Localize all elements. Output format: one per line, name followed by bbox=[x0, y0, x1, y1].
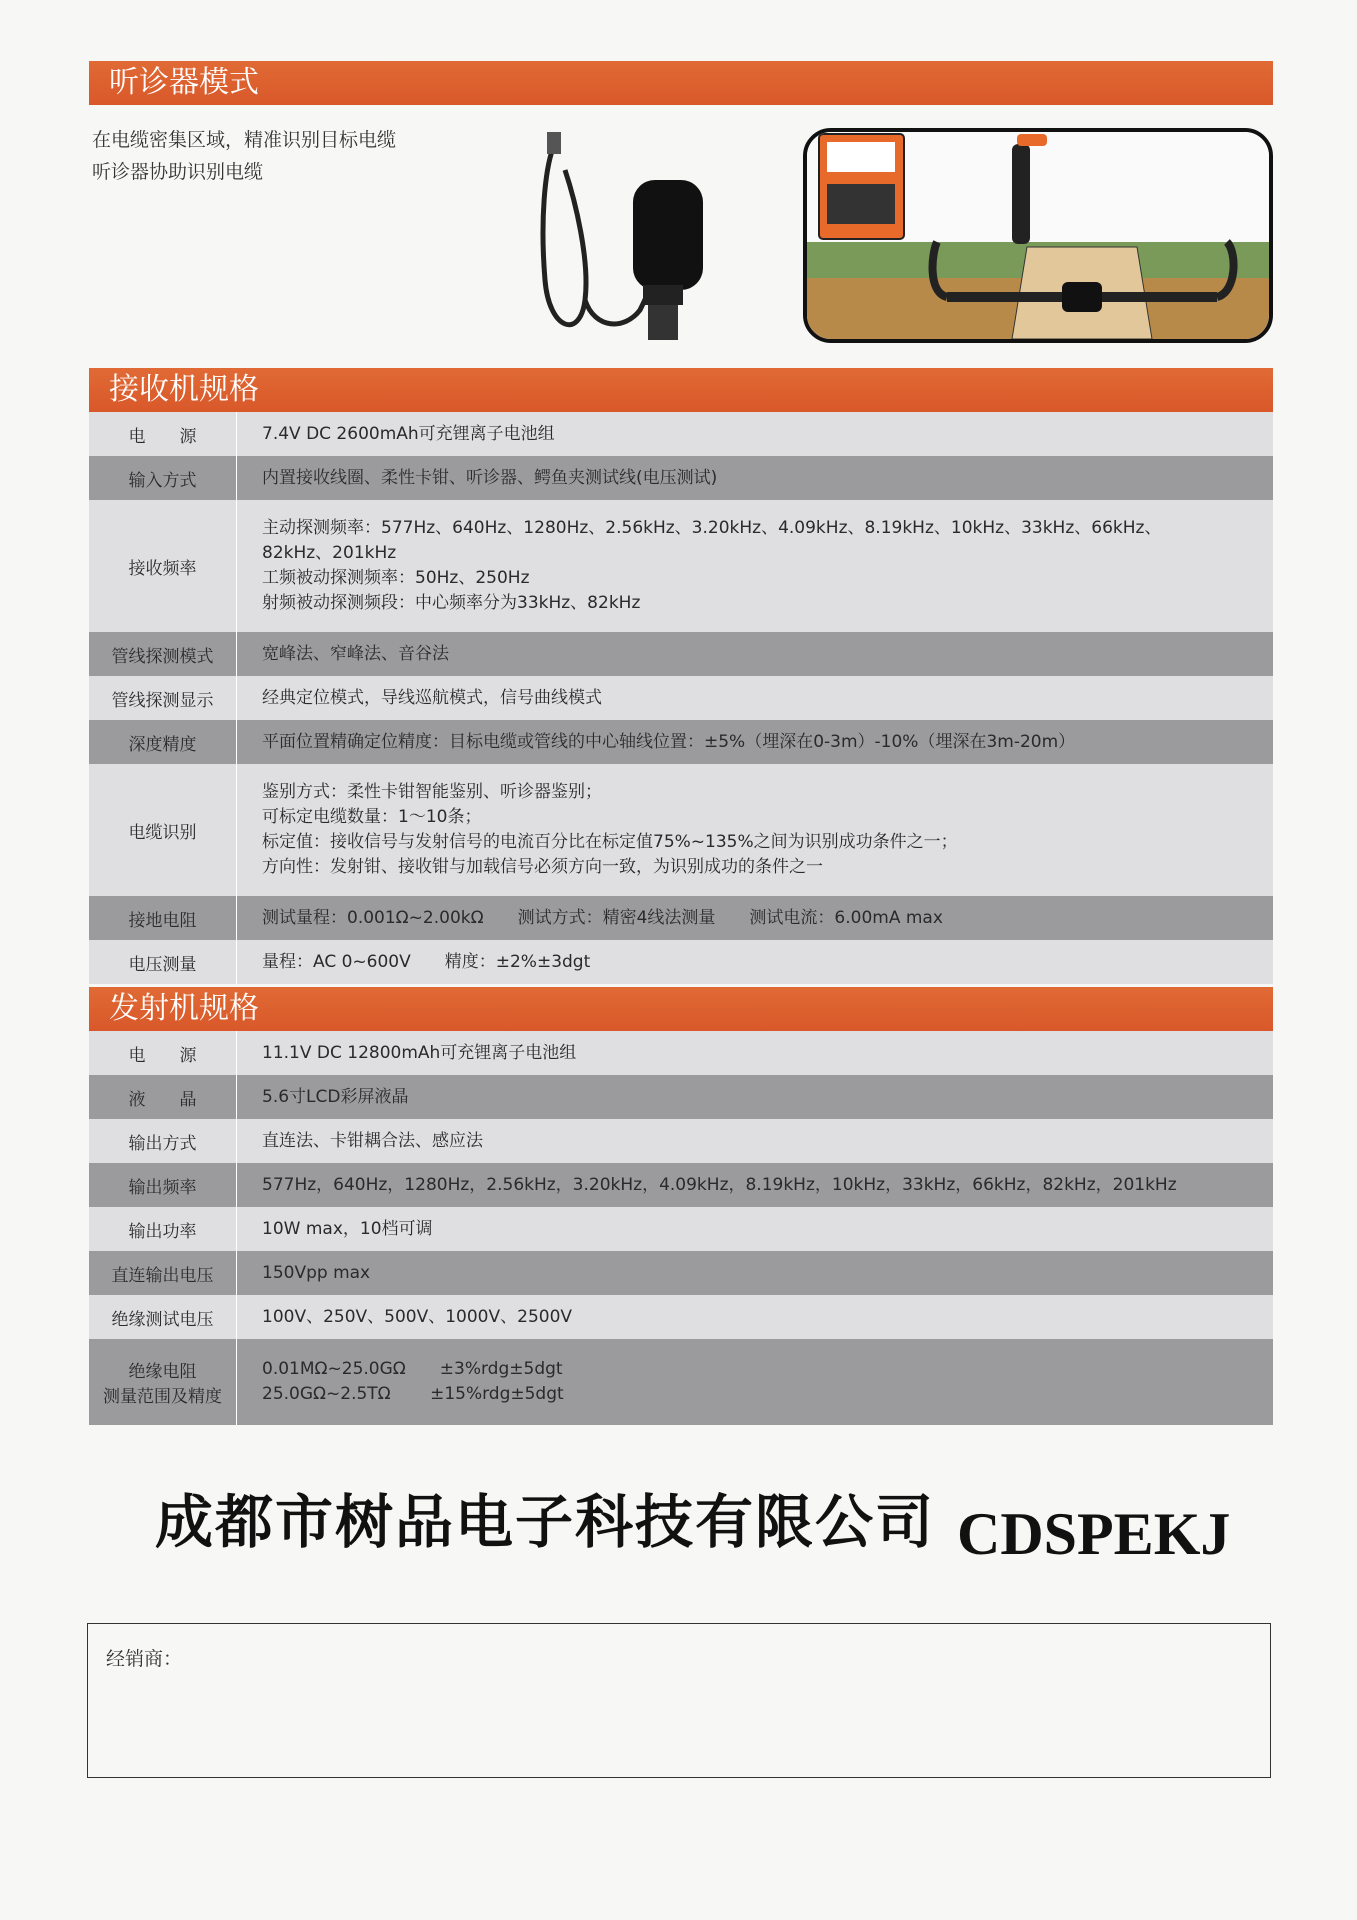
intro-line-2: 听诊器协助识别电缆 bbox=[92, 161, 264, 183]
spec-value-line: 标定值：接收信号与发射信号的电流百分比在标定值75%~135%之间为识别成功条件之一； bbox=[262, 832, 958, 852]
spec-label: 输入方式 bbox=[89, 456, 237, 500]
spec-row bbox=[89, 1295, 1273, 1339]
spec-value bbox=[237, 1251, 1274, 1295]
spec-value-line: 测试量程：0.001Ω~2.00kΩ 测试方式：精密4线法测量 测试电流：6.00mA max bbox=[262, 907, 943, 928]
spec-value-line: 11.1V DC 12800mAh可充锂离子电池组 bbox=[262, 1042, 577, 1063]
spec-row bbox=[89, 1207, 1273, 1251]
spec-label: 输出方式 bbox=[89, 1119, 237, 1163]
spec-value-line: 直连法、卡钳耦合法、感应法 bbox=[262, 1130, 483, 1151]
spec-value-line: 量程：AC 0~600V 精度：±2%±3dgt bbox=[262, 951, 591, 972]
spec-value bbox=[237, 1075, 1274, 1119]
spec-row bbox=[89, 764, 1273, 896]
spec-value-line: 7.4V DC 2600mAh可充锂离子电池组 bbox=[262, 423, 555, 444]
spec-value-line: 可标定电缆数量：1～10条； bbox=[262, 807, 482, 827]
spec-row bbox=[89, 500, 1273, 632]
spec-value-line: 25.0GΩ~2.5TΩ ±15%rdg±5dgt bbox=[262, 1384, 564, 1404]
spec-label: 接地电阻 bbox=[89, 896, 237, 940]
spec-value-line: 主动探测频率：577Hz、640Hz、1280Hz、2.56kHz、3.20kHz、4.09kHz、8.19kHz、10kHz、33kHz、66kHz、 bbox=[262, 518, 1162, 538]
spec-value bbox=[237, 1163, 1274, 1207]
spec-label: 直连输出电压 bbox=[89, 1251, 237, 1295]
spec-label: 管线探测显示 bbox=[89, 676, 237, 720]
spec-value-line: 宽峰法、窄峰法、音谷法 bbox=[262, 643, 449, 664]
section-title-receiver: 接收机规格 bbox=[89, 368, 1273, 412]
spec-value-line: 0.01MΩ~25.0GΩ ±3%rdg±5dgt bbox=[262, 1359, 563, 1379]
intro-text bbox=[92, 124, 396, 188]
spec-row bbox=[89, 896, 1273, 940]
section-title-listening: 听诊器模式 bbox=[89, 61, 1273, 105]
spec-value bbox=[237, 1119, 1274, 1163]
receiver-spec-table bbox=[89, 412, 1273, 984]
spec-label: 电 源 bbox=[89, 412, 237, 456]
spec-value bbox=[237, 720, 1274, 764]
spec-value bbox=[237, 1339, 1274, 1425]
spec-label: 接收频率 bbox=[89, 500, 237, 632]
spec-row bbox=[89, 1339, 1273, 1425]
spec-value bbox=[237, 500, 1274, 632]
dealer-box bbox=[87, 1623, 1271, 1778]
spec-value bbox=[237, 764, 1274, 896]
spec-row bbox=[89, 456, 1273, 500]
spec-row bbox=[89, 940, 1273, 984]
spec-value bbox=[237, 1295, 1274, 1339]
spec-value bbox=[237, 676, 1274, 720]
spec-value bbox=[237, 896, 1274, 940]
spec-value-line: 鉴别方式：柔性卡钳智能鉴别、听诊器鉴别； bbox=[262, 782, 602, 802]
spec-value-line: 150Vpp max bbox=[262, 1262, 371, 1283]
spec-value-line: 10W max，10档可调 bbox=[262, 1218, 433, 1239]
spec-value-line: 射频被动探测频段：中心频率分为33kHz、82kHz bbox=[262, 593, 641, 613]
spec-value-line: 内置接收线圈、柔性卡钳、听诊器、鳄鱼夹测试线(电压测试) bbox=[262, 467, 718, 488]
cable-identification-scene-image bbox=[803, 128, 1273, 343]
intro-line-1: 在电缆密集区域，精准识别目标电缆 bbox=[92, 129, 397, 151]
spec-row bbox=[89, 676, 1273, 720]
spec-label: 输出频率 bbox=[89, 1163, 237, 1207]
spec-label: 深度精度 bbox=[89, 720, 237, 764]
spec-value bbox=[237, 456, 1274, 500]
spec-value-line: 100V、250V、500V、1000V、2500V bbox=[262, 1306, 573, 1327]
spec-value-line: 方向性：发射钳、接收钳与加载信号必须方向一致，为识别成功的条件之一 bbox=[262, 857, 823, 877]
brand-name: CDSPEKJ bbox=[957, 1501, 1231, 1567]
company-name: 成都市树品电子科技有限公司 bbox=[155, 1488, 936, 1556]
stethoscope-probe-image bbox=[535, 130, 725, 345]
spec-label: 管线探测模式 bbox=[89, 632, 237, 676]
spec-value bbox=[237, 1031, 1274, 1075]
spec-value-line: 工频被动探测频率：50Hz、250Hz bbox=[262, 568, 530, 588]
spec-value-line: 平面位置精确定位精度：目标电缆或管线的中心轴线位置：±5%（埋深在0-3m）-10%（埋深在3m-20m） bbox=[262, 731, 1076, 752]
spec-label: 输出功率 bbox=[89, 1207, 237, 1251]
spec-row bbox=[89, 1075, 1273, 1119]
spec-value-line: 577Hz，640Hz，1280Hz，2.56kHz，3.20kHz，4.09kHz，8.19kHz，10kHz，33kHz，66kHz，82kHz，201kHz bbox=[262, 1174, 1177, 1195]
spec-label: 电 源 bbox=[89, 1031, 237, 1075]
spec-row bbox=[89, 1119, 1273, 1163]
spec-value-line: 经典定位模式，导线巡航模式，信号曲线模式 bbox=[262, 687, 602, 708]
spec-value bbox=[237, 1207, 1274, 1251]
spec-value-line: 82kHz、201kHz bbox=[262, 543, 397, 563]
spec-value-line: 5.6寸LCD彩屏液晶 bbox=[262, 1086, 409, 1107]
spec-row bbox=[89, 720, 1273, 764]
spec-value bbox=[237, 632, 1274, 676]
transmitter-spec-table bbox=[89, 1031, 1273, 1425]
spec-label: 绝缘测试电压 bbox=[89, 1295, 237, 1339]
section-title-transmitter: 发射机规格 bbox=[89, 987, 1273, 1031]
spec-label: 电压测量 bbox=[89, 940, 237, 984]
spec-row bbox=[89, 412, 1273, 456]
spec-row bbox=[89, 1163, 1273, 1207]
spec-label: 液 晶 bbox=[89, 1075, 237, 1119]
spec-row bbox=[89, 632, 1273, 676]
spec-value bbox=[237, 412, 1274, 456]
spec-row bbox=[89, 1031, 1273, 1075]
spec-label: 绝缘电阻 测量范围及精度 bbox=[89, 1339, 237, 1425]
spec-row bbox=[89, 1251, 1273, 1295]
spec-value bbox=[237, 940, 1274, 984]
spec-label: 电缆识别 bbox=[89, 764, 237, 896]
dealer-label: 经销商： bbox=[106, 1648, 183, 1670]
